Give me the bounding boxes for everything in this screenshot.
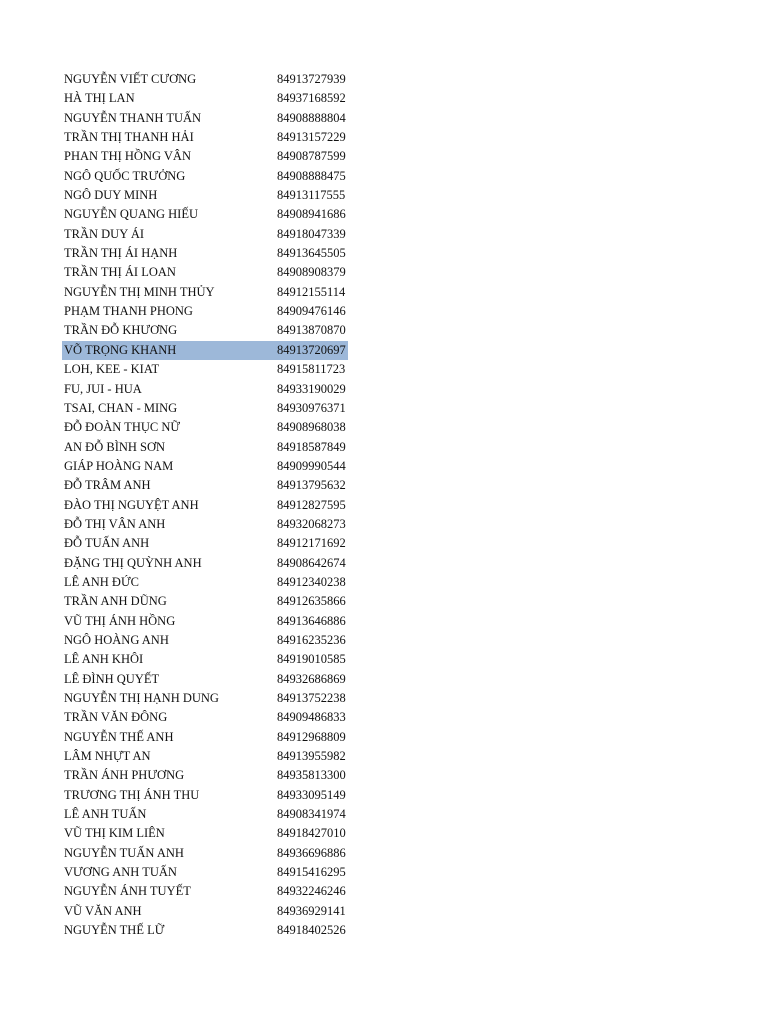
- table-row[interactable]: [62, 380, 348, 399]
- table-row[interactable]: [62, 244, 348, 263]
- phone-cell[interactable]: 84913720697: [277, 342, 346, 357]
- phone-cell[interactable]: 84913752238: [277, 691, 346, 705]
- phone-cell[interactable]: 84918047339: [277, 226, 346, 241]
- name-cell[interactable]: NGUYỄN THẾ LỮ: [64, 923, 165, 938]
- name-cell[interactable]: ĐỖ ĐOÀN THỤC NỮ: [64, 420, 181, 435]
- name-cell[interactable]: TRẦN VĂN ĐÔNG: [64, 710, 168, 725]
- phone-cell[interactable]: 84932686869: [277, 671, 346, 686]
- table-row[interactable]: [62, 147, 348, 166]
- name-cell[interactable]: NGUYỄN VIẾT CƯƠNG: [64, 72, 197, 86]
- name-cell[interactable]: FU, JUI - HUA: [64, 381, 142, 396]
- name-cell[interactable]: LÊ ĐÌNH QUYẾT: [64, 671, 160, 686]
- name-cell[interactable]: ĐỖ TRÂM ANH: [64, 478, 151, 493]
- name-cell[interactable]: TRẦN DUY ÁI: [64, 226, 145, 241]
- table-row[interactable]: [62, 650, 348, 669]
- table-row[interactable]: [62, 321, 348, 340]
- table-row[interactable]: [62, 766, 348, 785]
- phone-cell[interactable]: 84932068273: [277, 516, 346, 531]
- name-cell[interactable]: TRẦN THỊ ÁI LOAN: [64, 265, 176, 280]
- phone-cell[interactable]: 84913645505: [277, 246, 346, 261]
- phone-cell[interactable]: 84908888804: [277, 110, 346, 125]
- phone-cell[interactable]: 84918402526: [277, 923, 346, 938]
- phone-cell[interactable]: 84912635866: [277, 594, 346, 609]
- table-row[interactable]: [62, 805, 348, 824]
- phone-cell[interactable]: 84908341974: [277, 807, 346, 822]
- name-cell[interactable]: TRƯƠNG THỊ ÁNH THU: [64, 787, 200, 802]
- name-cell[interactable]: AN ĐỖ BÌNH SƠN: [64, 439, 166, 454]
- name-cell[interactable]: VŨ THỊ ÁNH HỒNG: [64, 613, 176, 628]
- table-row[interactable]: [62, 360, 348, 379]
- name-cell[interactable]: NGÔ DUY MINH: [64, 188, 158, 203]
- phone-cell[interactable]: 84912171692: [277, 536, 346, 551]
- name-cell[interactable]: VŨ VĂN ANH: [64, 903, 142, 918]
- table-row[interactable]: [62, 786, 348, 805]
- name-cell[interactable]: ĐỖ THỊ VÂN ANH: [64, 516, 166, 531]
- phone-cell[interactable]: 84908968038: [277, 420, 346, 435]
- table-row[interactable]: [62, 728, 348, 747]
- phone-cell[interactable]: 84908908379: [277, 265, 346, 280]
- name-cell[interactable]: NGUYỄN THANH TUẤN: [64, 110, 202, 125]
- name-cell[interactable]: GIÁP HOÀNG NAM: [64, 458, 174, 473]
- table-row[interactable]: [62, 205, 348, 224]
- table-row[interactable]: [62, 515, 348, 534]
- name-cell[interactable]: TRẦN THỊ THANH HẢI: [64, 130, 194, 145]
- name-cell[interactable]: VŨ THỊ KIM LIÊN: [64, 826, 165, 841]
- name-cell[interactable]: NGÔ QUỐC TRƯỞNG: [64, 168, 186, 183]
- table-row[interactable]: [62, 863, 348, 882]
- selected-table-row[interactable]: [62, 341, 348, 360]
- name-cell[interactable]: LÊ ANH ĐỨC: [64, 574, 139, 589]
- contact-list: [62, 70, 348, 940]
- phone-cell[interactable]: 84909476146: [277, 304, 346, 319]
- table-row[interactable]: [62, 476, 348, 495]
- table-row[interactable]: [62, 128, 348, 147]
- table-row[interactable]: [62, 109, 348, 128]
- phone-cell[interactable]: 84933190029: [277, 381, 346, 396]
- name-cell[interactable]: TRẦN ĐỖ KHƯƠNG: [64, 323, 178, 338]
- phone-cell[interactable]: 84936696886: [277, 845, 346, 860]
- name-cell[interactable]: VƯƠNG ANH TUẤN: [64, 865, 177, 880]
- name-cell[interactable]: TRẦN ANH DŨNG: [64, 594, 167, 609]
- table-row[interactable]: [62, 302, 348, 321]
- name-cell[interactable]: NGUYỄN THẾ ANH: [64, 729, 174, 744]
- name-cell[interactable]: LÊ ANH TUẤN: [64, 807, 147, 822]
- phone-cell[interactable]: 84916235236: [277, 632, 346, 647]
- phone-cell[interactable]: 84913157229: [277, 130, 346, 145]
- table-row[interactable]: [62, 418, 348, 437]
- table-row[interactable]: [62, 186, 348, 205]
- phone-cell[interactable]: 84933095149: [277, 787, 346, 802]
- name-cell[interactable]: ĐỖ TUẤN ANH: [64, 536, 150, 551]
- phone-cell[interactable]: 84908787599: [277, 149, 346, 164]
- name-cell[interactable]: NGUYỄN QUANG HIẾU: [64, 207, 199, 222]
- phone-cell[interactable]: 84918587849: [277, 439, 346, 454]
- name-cell[interactable]: TSAI, CHAN - MING: [64, 400, 178, 415]
- phone-cell[interactable]: 84913955982: [277, 749, 346, 764]
- phone-cell[interactable]: 84913870870: [277, 323, 346, 338]
- table-row[interactable]: [62, 534, 348, 553]
- table-row[interactable]: [62, 844, 348, 863]
- table-row[interactable]: [62, 882, 348, 901]
- phone-cell[interactable]: 84913117555: [277, 188, 346, 203]
- name-cell[interactable]: LÂM NHỰT AN: [64, 749, 151, 764]
- phone-cell[interactable]: 84909990544: [277, 458, 346, 473]
- phone-cell[interactable]: 84908642674: [277, 555, 346, 570]
- table-row[interactable]: [62, 167, 348, 186]
- name-cell[interactable]: ĐÀO THỊ NGUYỆT ANH: [64, 497, 199, 512]
- name-cell[interactable]: NGÔ HOÀNG ANH: [64, 632, 169, 647]
- name-cell[interactable]: NGUYỄN TUẤN ANH: [64, 845, 184, 860]
- phone-cell[interactable]: 84935813300: [277, 768, 346, 783]
- table-row[interactable]: [62, 438, 348, 457]
- phone-cell[interactable]: 84908888475: [277, 168, 346, 183]
- name-cell[interactable]: ĐẶNG THỊ QUỲNH ANH: [64, 555, 202, 570]
- name-cell[interactable]: PHẠM THANH PHONG: [64, 304, 193, 319]
- phone-cell[interactable]: 84919010585: [277, 652, 346, 667]
- name-cell[interactable]: TRẦN ÁNH PHƯƠNG: [64, 768, 185, 783]
- table-row[interactable]: [62, 225, 348, 244]
- phone-cell[interactable]: 84912827595: [277, 497, 346, 512]
- table-row[interactable]: [62, 612, 348, 631]
- table-row[interactable]: [62, 496, 348, 515]
- table-row[interactable]: [62, 592, 348, 611]
- phone-cell[interactable]: 84909486833: [277, 710, 346, 725]
- phone-cell[interactable]: 84912968809: [277, 729, 346, 744]
- table-row[interactable]: [62, 89, 348, 108]
- phone-cell[interactable]: 84913646886: [277, 613, 346, 628]
- table-row[interactable]: [62, 399, 348, 418]
- phone-cell[interactable]: 84908941686: [277, 207, 346, 222]
- name-cell[interactable]: VÕ TRỌNG KHANH: [64, 342, 177, 357]
- table-row[interactable]: [62, 670, 348, 689]
- name-cell[interactable]: LÊ ANH KHÔI: [64, 652, 144, 667]
- name-cell[interactable]: NGUYỄN ÁNH TUYẾT: [64, 884, 191, 899]
- phone-cell[interactable]: 84936929141: [277, 903, 346, 918]
- phone-cell[interactable]: 84918427010: [277, 826, 346, 841]
- name-cell[interactable]: NGUYỄN THỊ MINH THỦY: [64, 284, 215, 299]
- table-row[interactable]: [62, 283, 348, 302]
- phone-cell[interactable]: 84915811723: [277, 362, 346, 377]
- table-row[interactable]: [62, 457, 348, 476]
- name-cell[interactable]: LOH, KEE - KIAT: [64, 362, 160, 377]
- phone-cell[interactable]: 84937168592: [277, 91, 346, 106]
- table-row[interactable]: [62, 554, 348, 573]
- phone-cell[interactable]: 84913727939: [277, 72, 346, 86]
- phone-cell[interactable]: 84912155114: [277, 284, 346, 299]
- name-cell[interactable]: HÀ THỊ LAN: [64, 91, 135, 106]
- table-row[interactable]: [62, 573, 348, 592]
- table-row[interactable]: [62, 263, 348, 282]
- table-row[interactable]: [62, 631, 348, 650]
- phone-cell[interactable]: 84915416295: [277, 865, 346, 880]
- table-row[interactable]: [62, 70, 348, 89]
- table-row[interactable]: [62, 921, 348, 940]
- phone-cell[interactable]: 84912340238: [277, 574, 346, 589]
- phone-cell[interactable]: 84913795632: [277, 478, 346, 493]
- name-cell[interactable]: PHAN THỊ HỒNG VÂN: [64, 149, 191, 164]
- name-cell[interactable]: TRẦN THỊ ÁI HẠNH: [64, 246, 178, 261]
- table-row[interactable]: [62, 747, 348, 766]
- table-row[interactable]: [62, 902, 348, 921]
- name-cell[interactable]: NGUYỄN THỊ HẠNH DUNG: [64, 691, 219, 705]
- table-row[interactable]: [62, 824, 348, 843]
- phone-cell[interactable]: 84930976371: [277, 400, 346, 415]
- table-row[interactable]: [62, 708, 348, 727]
- table-row[interactable]: [62, 689, 348, 708]
- phone-cell[interactable]: 84932246246: [277, 884, 346, 899]
